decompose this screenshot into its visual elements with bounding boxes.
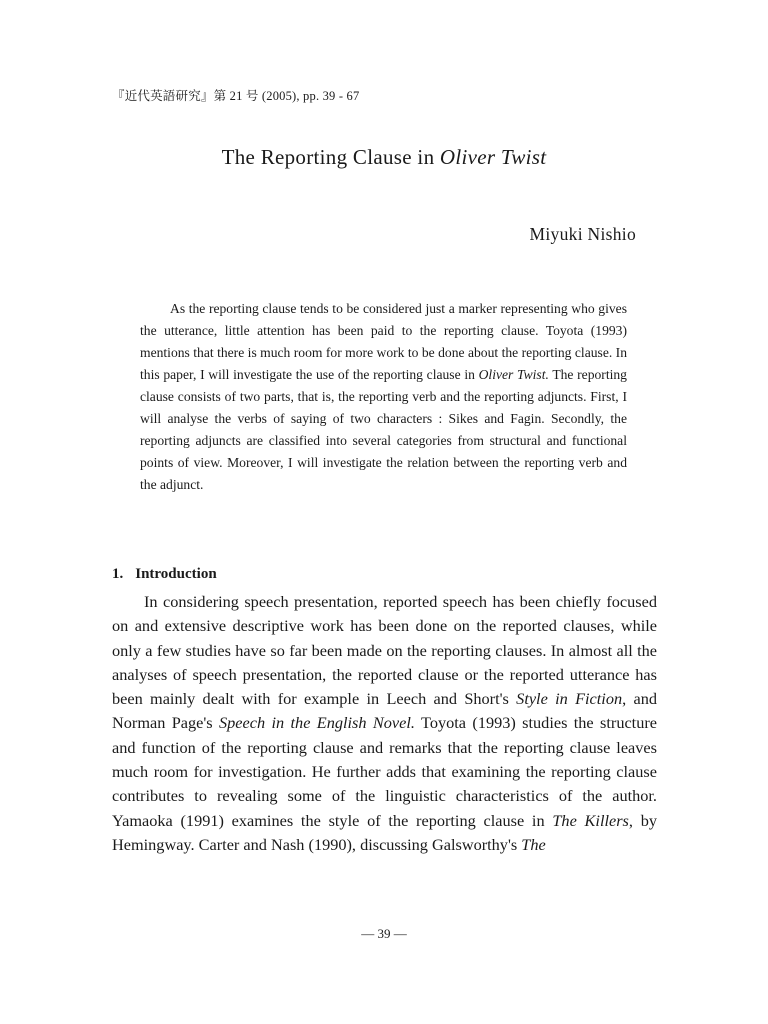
body-text-4: , by Hemingway. Carter and Nash (1990), discussing Galsworthy's: [112, 810, 658, 854]
body-text-1: In considering speech presentation, reported speech has been chiefly focused on and extensive descriptive work has been done on the reported clauses, while only a few studies have so far been made on the reporting clauses. In almost all the analyses of speech presentation, the reported clause or the reported utterance has been mainly dealt with for example in Leech and Short's: [112, 592, 657, 709]
body-text-2: , and Norman Page's: [112, 689, 657, 733]
section-title: Introduction: [135, 566, 217, 582]
body-text-3: Toyota (1993) studies the structure and function of the reporting clause and remarks that the reporting clause leaves much room for investigation. He further adds that examining the reporting clause contributes to revealing some of the linguistic characteristics of the author. Yamaoka (1991) examines the style of the reporting clause in: [112, 713, 657, 830]
section-number: 1.: [112, 566, 124, 582]
author-name: Miyuki Nishio: [529, 224, 636, 244]
abstract-text-2: The reporting clause consists of two parts, that is, the reporting verb and the reporting adjuncts. First, I will analyse the verbs of saying of two characters : Sikes and Fagin. Secondly, the reporting adjuncts are classified into several categories from structural and functional points of view. Moreover, I will investigate the relation between the reporting verb and the adjunct.: [140, 367, 627, 492]
body-italic-1: Style in Fiction: [516, 689, 623, 709]
journal-citation-header: 『近代英語研究』第 21 号 (2005), pp. 39 - 67: [112, 89, 360, 103]
section-heading: [112, 566, 217, 583]
paper-title: [0, 145, 768, 170]
body-paragraph: [112, 590, 657, 857]
title-text: The Reporting Clause in: [221, 145, 440, 169]
body-italic-2: Speech in the English Novel.: [219, 713, 415, 733]
page-number: — 39 —: [361, 926, 407, 941]
abstract-text-1: As the reporting clause tends to be considered just a marker representing who gives the utterance, little attention has been paid to the reporting clause. Toyota (1993) mentions that there is much room for more work to be done about the reporting clause. In this paper, I will investigate the use of the reporting clause in: [140, 301, 627, 382]
abstract-italic-1: Oliver Twist.: [478, 367, 549, 382]
body-italic-3: The Killers: [552, 810, 629, 830]
abstract: [140, 298, 627, 496]
body-italic-4: The: [521, 834, 546, 854]
title-italic-work: Oliver Twist: [439, 145, 547, 169]
